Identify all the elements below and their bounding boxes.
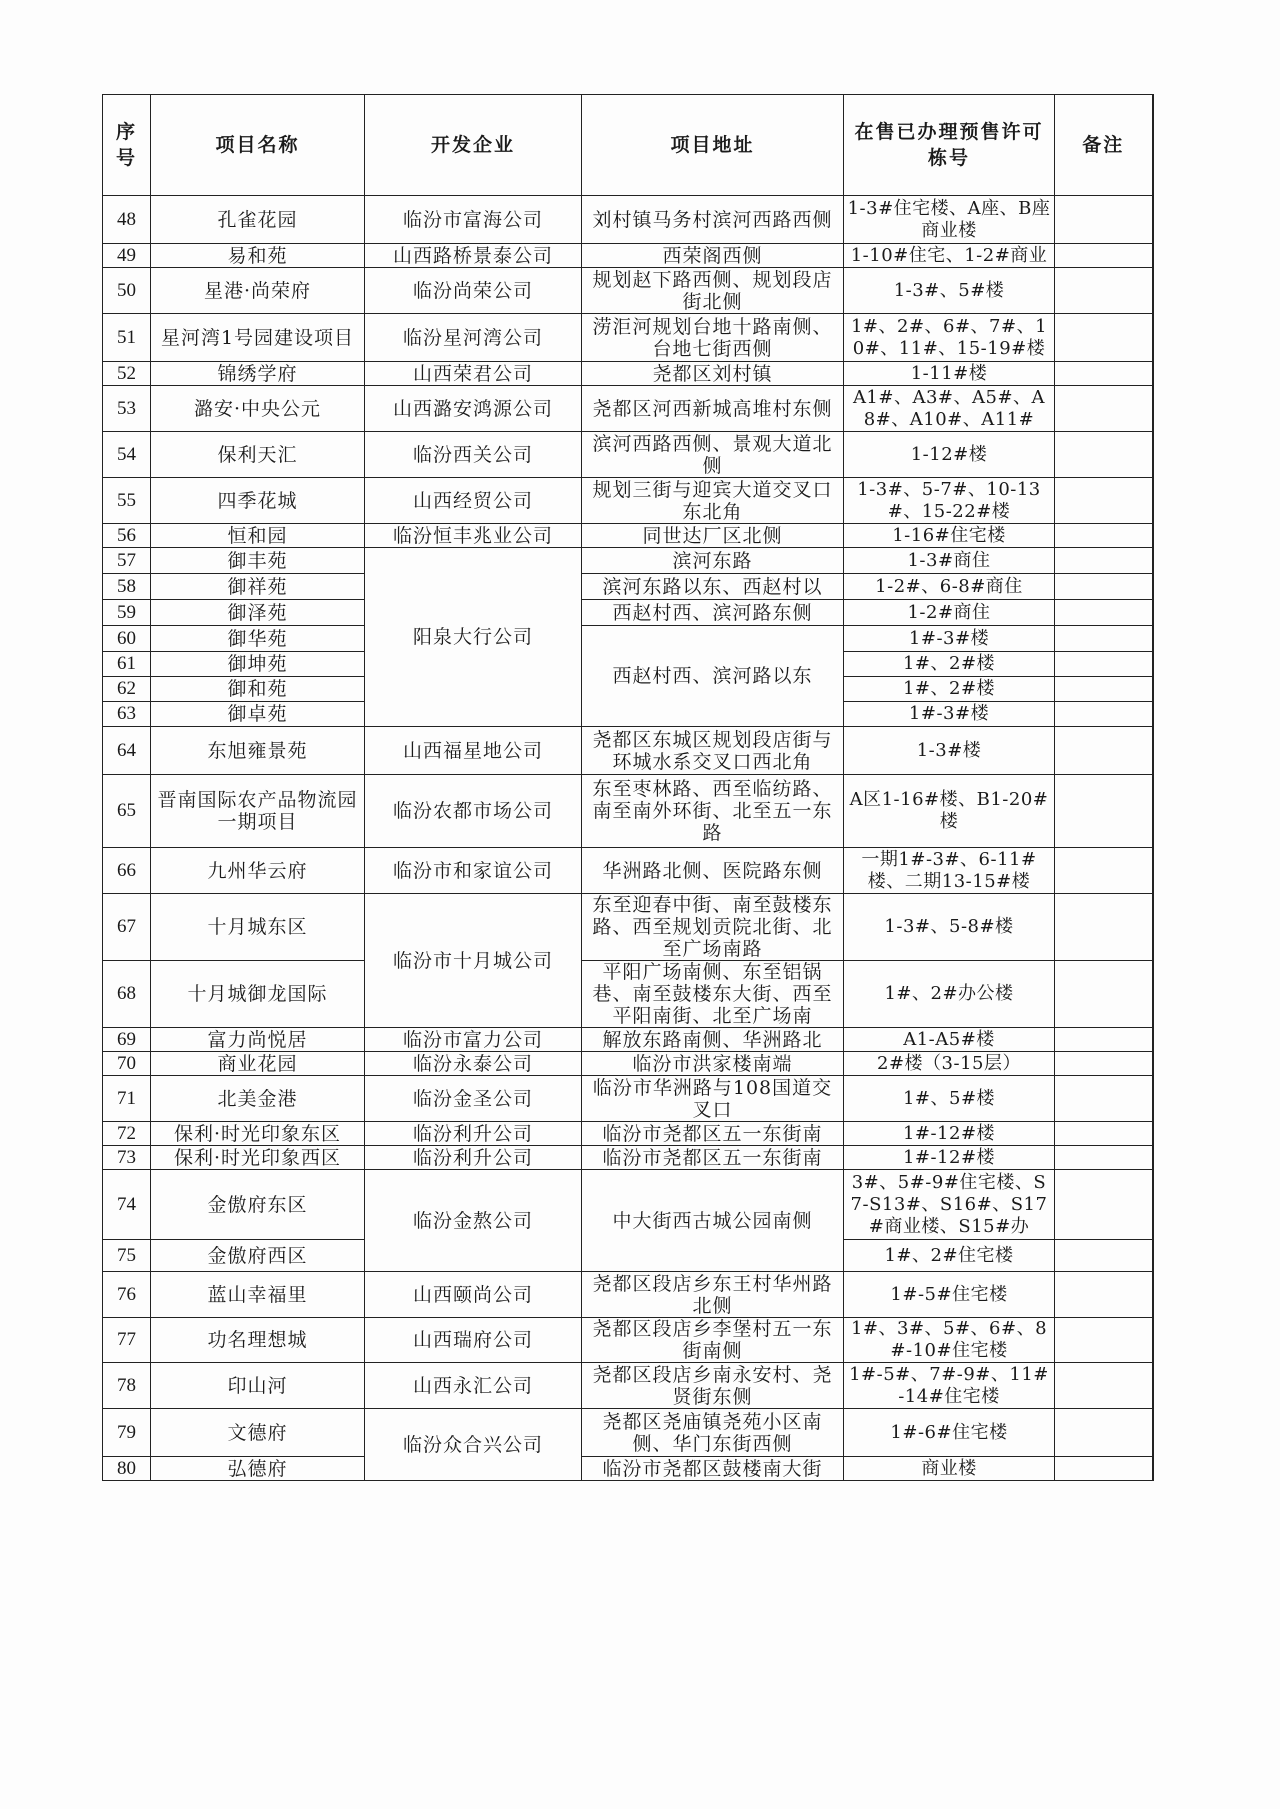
cell-remark xyxy=(1055,1122,1153,1146)
cell-project-address: 东至枣林路、西至临纺路、南至南外环街、北至五一东路 xyxy=(582,775,844,848)
cell-developer: 山西福星地公司 xyxy=(365,727,582,775)
cell-project-address: 解放东路南侧、华洲路北 xyxy=(582,1028,844,1052)
cell-seq: 53 xyxy=(103,386,151,432)
cell-project-name: 易和苑 xyxy=(151,244,365,268)
cell-presale-permit-buildings: A区1-16#楼、B1-20#楼 xyxy=(844,775,1055,848)
table-row xyxy=(103,1457,1153,1481)
cell-remark xyxy=(1055,1076,1153,1122)
table-row xyxy=(103,196,1153,244)
cell-remark xyxy=(1055,1052,1153,1076)
cell-project-address: 尧都区刘村镇 xyxy=(582,362,844,386)
cell-remark xyxy=(1055,1457,1153,1481)
header-presale-permit-buildings: 在售已办理预售许可栋号 xyxy=(844,95,1055,196)
cell-presale-permit-buildings: 一期1#-3#、6-11#楼、二期13-15#楼 xyxy=(844,848,1055,894)
cell-developer: 临汾利升公司 xyxy=(365,1146,582,1170)
cell-project-name: 御坤苑 xyxy=(151,652,365,677)
cell-remark xyxy=(1055,268,1153,314)
table-row xyxy=(103,244,1153,268)
table-row xyxy=(103,574,1153,600)
cell-project-address: 临汾市华洲路与108国道交叉口 xyxy=(582,1076,844,1122)
header-project-name: 项目名称 xyxy=(151,95,365,196)
cell-project-address: 西赵村西、滨河路以东 xyxy=(582,626,844,727)
cell-presale-permit-buildings: 1#-3#楼 xyxy=(844,702,1055,727)
cell-presale-permit-buildings: 1#、2#住宅楼 xyxy=(844,1240,1055,1272)
cell-seq: 59 xyxy=(103,600,151,626)
cell-seq: 75 xyxy=(103,1240,151,1272)
cell-presale-permit-buildings: 商业楼 xyxy=(844,1457,1055,1481)
cell-remark xyxy=(1055,848,1153,894)
cell-project-address: 临汾市洪家楼南端 xyxy=(582,1052,844,1076)
cell-presale-permit-buildings: 1-2#、6-8#商住 xyxy=(844,574,1055,600)
cell-remark xyxy=(1055,894,1153,961)
cell-project-address: 尧都区东城区规划段店街与环城水系交叉口西北角 xyxy=(582,727,844,775)
table-row xyxy=(103,894,1153,961)
table-row xyxy=(103,1272,1153,1318)
table-header-row xyxy=(103,95,1153,196)
cell-presale-permit-buildings: 2#楼（3-15层） xyxy=(844,1052,1055,1076)
cell-project-address: 临汾市尧都区五一东街南 xyxy=(582,1122,844,1146)
header-developer: 开发企业 xyxy=(365,95,582,196)
cell-remark xyxy=(1055,775,1153,848)
cell-seq: 66 xyxy=(103,848,151,894)
cell-project-name: 金傲府西区 xyxy=(151,1240,365,1272)
cell-presale-permit-buildings: A1-A5#楼 xyxy=(844,1028,1055,1052)
cell-seq: 55 xyxy=(103,478,151,524)
table-row xyxy=(103,478,1153,524)
cell-project-name: 印山河 xyxy=(151,1363,365,1409)
cell-developer: 临汾市和家谊公司 xyxy=(365,848,582,894)
cell-presale-permit-buildings: 1#-5#住宅楼 xyxy=(844,1272,1055,1318)
cell-presale-permit-buildings: 1#、2#办公楼 xyxy=(844,961,1055,1028)
table-row xyxy=(103,961,1153,1028)
cell-remark xyxy=(1055,727,1153,775)
cell-presale-permit-buildings: 1#、5#楼 xyxy=(844,1076,1055,1122)
cell-remark xyxy=(1055,196,1153,244)
cell-seq: 74 xyxy=(103,1170,151,1240)
cell-project-name: 孔雀花园 xyxy=(151,196,365,244)
cell-remark xyxy=(1055,548,1153,574)
cell-project-name: 蓝山幸福里 xyxy=(151,1272,365,1318)
cell-seq: 68 xyxy=(103,961,151,1028)
cell-project-name: 富力尚悦居 xyxy=(151,1028,365,1052)
header-project-address: 项目地址 xyxy=(582,95,844,196)
cell-presale-permit-buildings: 1-3#、5#楼 xyxy=(844,268,1055,314)
cell-project-address: 同世达厂区北侧 xyxy=(582,524,844,548)
cell-project-address: 临汾市尧都区五一东街南 xyxy=(582,1146,844,1170)
cell-developer: 临汾农都市场公司 xyxy=(365,775,582,848)
cell-developer: 山西潞安鸿源公司 xyxy=(365,386,582,432)
cell-seq: 56 xyxy=(103,524,151,548)
cell-remark xyxy=(1055,314,1153,362)
cell-seq: 62 xyxy=(103,677,151,702)
cell-remark xyxy=(1055,1318,1153,1363)
cell-remark xyxy=(1055,600,1153,626)
cell-presale-permit-buildings: 1-10#住宅、1-2#商业 xyxy=(844,244,1055,268)
cell-presale-permit-buildings: 1-12#楼 xyxy=(844,432,1055,478)
cell-seq: 78 xyxy=(103,1363,151,1409)
cell-developer: 临汾市十月城公司 xyxy=(365,894,582,1028)
table-row xyxy=(103,626,1153,652)
presale-permit-table xyxy=(102,94,1154,1481)
cell-remark xyxy=(1055,244,1153,268)
cell-seq: 63 xyxy=(103,702,151,727)
cell-project-name: 金傲府东区 xyxy=(151,1170,365,1240)
table-row xyxy=(103,1028,1153,1052)
cell-remark xyxy=(1055,702,1153,727)
table-row xyxy=(103,268,1153,314)
cell-seq: 76 xyxy=(103,1272,151,1318)
cell-developer: 阳泉大行公司 xyxy=(365,548,582,727)
table-row xyxy=(103,600,1153,626)
cell-project-address: 东至迎春中街、南至鼓楼东路、西至规划贡院北街、北至广场南路 xyxy=(582,894,844,961)
cell-remark xyxy=(1055,961,1153,1028)
cell-project-address: 华洲路北侧、医院路东侧 xyxy=(582,848,844,894)
cell-project-name: 星港·尚荣府 xyxy=(151,268,365,314)
cell-project-address: 尧都区尧庙镇尧苑小区南侧、华门东街西侧 xyxy=(582,1409,844,1457)
cell-remark xyxy=(1055,1272,1153,1318)
cell-presale-permit-buildings: 1#-12#楼 xyxy=(844,1146,1055,1170)
cell-project-name: 东旭雍景苑 xyxy=(151,727,365,775)
cell-project-name: 商业花园 xyxy=(151,1052,365,1076)
cell-seq: 51 xyxy=(103,314,151,362)
table-row xyxy=(103,1076,1153,1122)
cell-seq: 60 xyxy=(103,626,151,652)
cell-presale-permit-buildings: 1#-3#楼 xyxy=(844,626,1055,652)
cell-presale-permit-buildings: A1#、A3#、A5#、A8#、A10#、A11# xyxy=(844,386,1055,432)
cell-project-address: 尧都区河西新城高堆村东侧 xyxy=(582,386,844,432)
table-row xyxy=(103,524,1153,548)
cell-seq: 79 xyxy=(103,1409,151,1457)
cell-project-address: 滨河西路西侧、景观大道北侧 xyxy=(582,432,844,478)
cell-remark xyxy=(1055,626,1153,652)
cell-project-name: 星河湾1号园建设项目 xyxy=(151,314,365,362)
cell-presale-permit-buildings: 1#、2#楼 xyxy=(844,677,1055,702)
cell-project-name: 保利·时光印象西区 xyxy=(151,1146,365,1170)
cell-project-address: 中大街西古城公园南侧 xyxy=(582,1170,844,1272)
cell-presale-permit-buildings: 1-3#、5-8#楼 xyxy=(844,894,1055,961)
cell-developer: 山西永汇公司 xyxy=(365,1363,582,1409)
cell-project-name: 御丰苑 xyxy=(151,548,365,574)
cell-presale-permit-buildings: 1-2#商住 xyxy=(844,600,1055,626)
cell-developer: 临汾市富力公司 xyxy=(365,1028,582,1052)
cell-remark xyxy=(1055,1363,1153,1409)
table-row xyxy=(103,727,1153,775)
cell-project-name: 十月城东区 xyxy=(151,894,365,961)
table-row xyxy=(103,1170,1153,1240)
cell-presale-permit-buildings: 1#-6#住宅楼 xyxy=(844,1409,1055,1457)
cell-presale-permit-buildings: 1-16#住宅楼 xyxy=(844,524,1055,548)
cell-developer: 临汾尚荣公司 xyxy=(365,268,582,314)
cell-developer: 山西经贸公司 xyxy=(365,478,582,524)
cell-presale-permit-buildings: 1-3#住宅楼、A座、B座商业楼 xyxy=(844,196,1055,244)
cell-seq: 50 xyxy=(103,268,151,314)
cell-project-name: 御卓苑 xyxy=(151,702,365,727)
cell-seq: 67 xyxy=(103,894,151,961)
cell-developer: 山西荣君公司 xyxy=(365,362,582,386)
cell-project-name: 晋南国际农产品物流园一期项目 xyxy=(151,775,365,848)
table-row xyxy=(103,548,1153,574)
table-row xyxy=(103,386,1153,432)
table-row xyxy=(103,1146,1153,1170)
cell-project-name: 潞安·中央公元 xyxy=(151,386,365,432)
cell-project-name: 御和苑 xyxy=(151,677,365,702)
cell-developer: 临汾市富海公司 xyxy=(365,196,582,244)
cell-developer: 山西颐尚公司 xyxy=(365,1272,582,1318)
cell-seq: 71 xyxy=(103,1076,151,1122)
cell-remark xyxy=(1055,386,1153,432)
cell-seq: 57 xyxy=(103,548,151,574)
table-row xyxy=(103,1122,1153,1146)
cell-project-address: 涝洰河规划台地十路南侧、台地七街西侧 xyxy=(582,314,844,362)
cell-developer: 山西瑞府公司 xyxy=(365,1318,582,1363)
cell-presale-permit-buildings: 1#、2#、6#、7#、10#、11#、15-19#楼 xyxy=(844,314,1055,362)
cell-presale-permit-buildings: 1#、2#楼 xyxy=(844,652,1055,677)
cell-presale-permit-buildings: 3#、5#-9#住宅楼、S7-S13#、S16#、S17#商业楼、S15#办 xyxy=(844,1170,1055,1240)
cell-project-name: 恒和园 xyxy=(151,524,365,548)
cell-presale-permit-buildings: 1-3#商住 xyxy=(844,548,1055,574)
cell-developer: 临汾星河湾公司 xyxy=(365,314,582,362)
cell-project-name: 弘德府 xyxy=(151,1457,365,1481)
cell-remark xyxy=(1055,478,1153,524)
cell-project-name: 九州华云府 xyxy=(151,848,365,894)
cell-seq: 49 xyxy=(103,244,151,268)
cell-project-address: 规划三街与迎宾大道交叉口东北角 xyxy=(582,478,844,524)
cell-seq: 48 xyxy=(103,196,151,244)
cell-project-address: 尧都区段店乡南永安村、尧贤街东侧 xyxy=(582,1363,844,1409)
cell-seq: 70 xyxy=(103,1052,151,1076)
cell-presale-permit-buildings: 1-3#、5-7#、10-13#、15-22#楼 xyxy=(844,478,1055,524)
cell-seq: 77 xyxy=(103,1318,151,1363)
cell-remark xyxy=(1055,1146,1153,1170)
cell-project-address: 尧都区段店乡东王村华州路北侧 xyxy=(582,1272,844,1318)
cell-developer: 临汾恒丰兆业公司 xyxy=(365,524,582,548)
cell-project-address: 规划赵下路西侧、规划段店街北侧 xyxy=(582,268,844,314)
cell-project-address: 西荣阁西侧 xyxy=(582,244,844,268)
cell-remark xyxy=(1055,1170,1153,1240)
cell-project-name: 文德府 xyxy=(151,1409,365,1457)
cell-seq: 73 xyxy=(103,1146,151,1170)
cell-seq: 65 xyxy=(103,775,151,848)
cell-remark xyxy=(1055,362,1153,386)
table-row xyxy=(103,848,1153,894)
cell-project-address: 滨河东路以东、西赵村以 xyxy=(582,574,844,600)
cell-seq: 69 xyxy=(103,1028,151,1052)
cell-project-address: 西赵村西、滨河路东侧 xyxy=(582,600,844,626)
cell-remark xyxy=(1055,1409,1153,1457)
cell-project-name: 锦绣学府 xyxy=(151,362,365,386)
cell-project-address: 临汾市尧都区鼓楼南大街 xyxy=(582,1457,844,1481)
cell-presale-permit-buildings: 1#-5#、7#-9#、11#-14#住宅楼 xyxy=(844,1363,1055,1409)
cell-remark xyxy=(1055,524,1153,548)
table-row xyxy=(103,1318,1153,1363)
table-row xyxy=(103,1052,1153,1076)
cell-remark xyxy=(1055,677,1153,702)
cell-project-address: 滨河东路 xyxy=(582,548,844,574)
cell-project-name: 御华苑 xyxy=(151,626,365,652)
header-seq: 序号 xyxy=(103,95,151,196)
cell-project-name: 十月城御龙国际 xyxy=(151,961,365,1028)
cell-seq: 58 xyxy=(103,574,151,600)
cell-remark xyxy=(1055,574,1153,600)
cell-seq: 52 xyxy=(103,362,151,386)
cell-developer: 临汾利升公司 xyxy=(365,1122,582,1146)
cell-remark xyxy=(1055,652,1153,677)
cell-project-address: 平阳广场南侧、东至铝锅巷、南至鼓楼东大街、西至平阳南街、北至广场南 xyxy=(582,961,844,1028)
cell-presale-permit-buildings: 1-3#楼 xyxy=(844,727,1055,775)
cell-developer: 临汾金熬公司 xyxy=(365,1170,582,1272)
cell-developer: 临汾永泰公司 xyxy=(365,1052,582,1076)
cell-seq: 80 xyxy=(103,1457,151,1481)
table-row xyxy=(103,1363,1153,1409)
cell-project-name: 保利天汇 xyxy=(151,432,365,478)
cell-project-name: 功名理想城 xyxy=(151,1318,365,1363)
cell-presale-permit-buildings: 1-11#楼 xyxy=(844,362,1055,386)
table-row xyxy=(103,362,1153,386)
table-row xyxy=(103,775,1153,848)
header-remark: 备注 xyxy=(1055,95,1153,196)
cell-project-name: 御泽苑 xyxy=(151,600,365,626)
cell-remark xyxy=(1055,432,1153,478)
table-row xyxy=(103,314,1153,362)
cell-developer: 临汾西关公司 xyxy=(365,432,582,478)
table-row xyxy=(103,1409,1153,1457)
cell-developer: 临汾金圣公司 xyxy=(365,1076,582,1122)
cell-presale-permit-buildings: 1#、3#、5#、6#、8#-10#住宅楼 xyxy=(844,1318,1055,1363)
cell-project-name: 北美金港 xyxy=(151,1076,365,1122)
cell-project-name: 御祥苑 xyxy=(151,574,365,600)
cell-remark xyxy=(1055,1028,1153,1052)
cell-seq: 54 xyxy=(103,432,151,478)
cell-project-name: 四季花城 xyxy=(151,478,365,524)
cell-project-name: 保利·时光印象东区 xyxy=(151,1122,365,1146)
cell-project-address: 尧都区段店乡李堡村五一东街南侧 xyxy=(582,1318,844,1363)
cell-developer: 临汾众合兴公司 xyxy=(365,1409,582,1481)
table-row xyxy=(103,432,1153,478)
cell-seq: 72 xyxy=(103,1122,151,1146)
cell-seq: 64 xyxy=(103,727,151,775)
cell-seq: 61 xyxy=(103,652,151,677)
cell-developer: 山西路桥景泰公司 xyxy=(365,244,582,268)
cell-presale-permit-buildings: 1#-12#楼 xyxy=(844,1122,1055,1146)
cell-project-address: 刘村镇马务村滨河西路西侧 xyxy=(582,196,844,244)
cell-remark xyxy=(1055,1240,1153,1272)
